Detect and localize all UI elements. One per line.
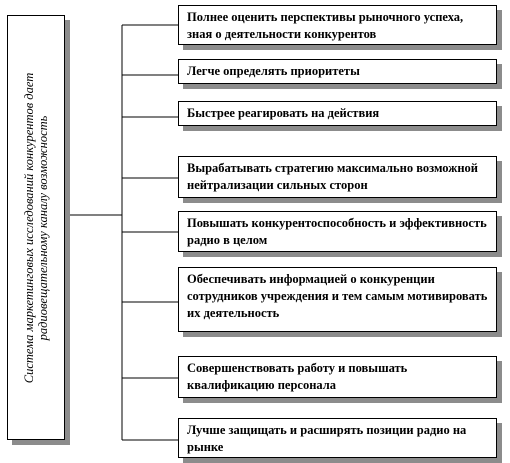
item-text-1: Полнее оценить перспективы рыночного успеха, зная о деятельности конкурентов [187, 10, 464, 41]
item-text-3: Быстрее реагировать на действия [187, 106, 380, 120]
item-text-4: Вырабатывать стратегию максимально возможной нейтрализации сильных сторон [187, 161, 478, 192]
item-box-4 [178, 156, 497, 198]
item-text-5: Повышать конкурентоспособность и эффективность радио в целом [187, 216, 487, 247]
item-box-6 [178, 267, 497, 332]
item-text-7: Совершенствовать работу и повышать квалификацию персонала [187, 361, 408, 392]
item-box-2 [178, 59, 497, 84]
item-text-2: Легче определять приоритеты [187, 64, 360, 78]
item-box-7 [178, 356, 497, 398]
item-box-5 [178, 211, 497, 252]
item-text-8: Лучше защищать и расширять позиции радио на рынке [187, 423, 467, 454]
item-box-3 [178, 101, 497, 126]
main-box [7, 15, 65, 440]
item-box-1 [178, 5, 497, 45]
main-box-title: Система маркетинговых исследований конкурентов дает радиовещательному каналу возможность [22, 72, 50, 383]
item-box-8 [178, 418, 497, 458]
item-text-6: Обеспечивать информацией о конкуренции сотрудников учреждения и тем самым мотивировать их деятельность [187, 272, 488, 320]
